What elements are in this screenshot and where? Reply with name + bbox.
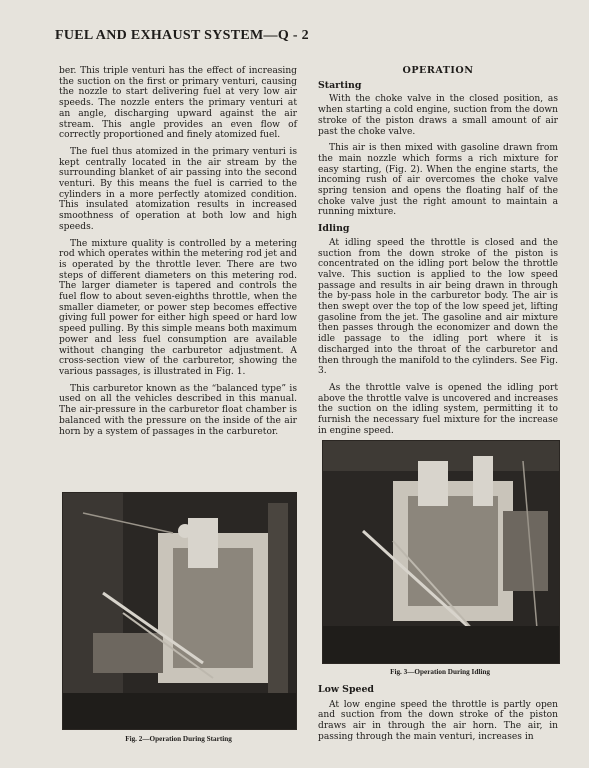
figure-3-carburetor-idling-photo bbox=[322, 440, 560, 664]
left-text-column bbox=[59, 66, 297, 443]
left-paragraph-2: The fuel thus atomized in the primary venturi is kept centrally located in the air stream by the surrounding blanket of air passing into the second venturi. By this means the fuel is carried to the cylinders in a more perfectly atomized condition. This insulated atomization results in increased smoothness of operation at both low and high speeds. bbox=[59, 146, 297, 232]
figure-3-caption: Fig. 3—Operation During Idling bbox=[390, 668, 490, 676]
idling-paragraph-1: At idling speed the throttle is closed and the suction from the down stroke of the piston is concentrated on the idling port below the throttle valve. This suction is applied to the low speed passage and results in air being drawn in through the by-pass hole in the carburetor body. The air is then swept over the top of the low speed jet, lifting gasoline from the jet. The gasoline and air mixture then passes through the economizer and down the idle passage to the idling port where it is discharged into the throat of the carburetor and then through the manifold to the cylinders. See Fig. 3. bbox=[318, 237, 558, 377]
subhead-starting: Starting bbox=[318, 79, 362, 91]
left-paragraph-1: ber. This triple venturi has the effect of increasing the suction on the first or primary venturi, causing the nozzle to start delivering fuel at very low air speeds. The nozzle enters the primary venturi at an angle, discharging upward against the air stream. This angle provides an even flow of correctly proportioned and finely atomized fuel. bbox=[59, 66, 297, 141]
page-title: FUEL AND EXHAUST SYSTEM—Q - 2 bbox=[55, 28, 309, 43]
carburetor-cross-section-image bbox=[63, 493, 296, 729]
right-text-column bbox=[318, 66, 558, 443]
starting-paragraph-2: This air is then mixed with gasoline drawn from the main nozzle which forms a rich mixture for easy starting, (Fig. 2). When the engine starts, the incoming rush of air overcomes the choke valve spring tension and opens the floating half of the choke valve just the right amount to maintain a running mixture. bbox=[318, 143, 558, 218]
subhead-low-speed: Low Speed bbox=[318, 684, 374, 695]
carburetor-idling-image bbox=[323, 441, 559, 663]
left-paragraph-4: This carburetor known as the “balanced type” is used on all the vehicles described in this manual. The air-pressure in the carburetor float chamber is balanced with the pressure on the inside of the air horn by a system of passages in the carburetor. bbox=[59, 383, 297, 437]
section-title-operation: OPERATION bbox=[402, 65, 474, 76]
low-speed-paragraph-1: At low engine speed the throttle is partly open and suction from the down stroke of the piston draws air in through the air horn. The air, in passing through the main venturi, increases in bbox=[318, 699, 558, 742]
right-bottom-text bbox=[318, 685, 558, 743]
left-paragraph-3: The mixture quality is controlled by a metering rod which operates within the metering rod jet and is operated by the throttle lever. There are two steps of different diameters on this metering rod. The larger diameter is tapered and controls the fuel flow to about seven-eighths throttle, when the smaller diameter, or power step becomes effective giving full power for either high speed or hard low speed pulling. By this simple means both maximum power and less fuel consumption are available without changing the carburetor adjustment. A cross-section view of the carburetor, showing the various passages, is illustrated in Fig. 1. bbox=[59, 238, 297, 377]
idling-paragraph-2: As the throttle valve is opened the idling port above the throttle valve is uncovered and increases the suction on the idling system, permitting it to furnish the necessary fuel mixture for the increase in engine speed. bbox=[318, 382, 558, 436]
subhead-idling: Idling bbox=[318, 223, 350, 235]
figure-2-carburetor-starting-photo bbox=[62, 492, 297, 730]
starting-paragraph-1: With the choke valve in the closed position, as when starting a cold engine, suction from the down stroke of the piston draws a small amount of air past the choke valve. bbox=[318, 94, 558, 137]
figure-2-caption: Fig. 2—Operation During Starting bbox=[125, 735, 232, 743]
